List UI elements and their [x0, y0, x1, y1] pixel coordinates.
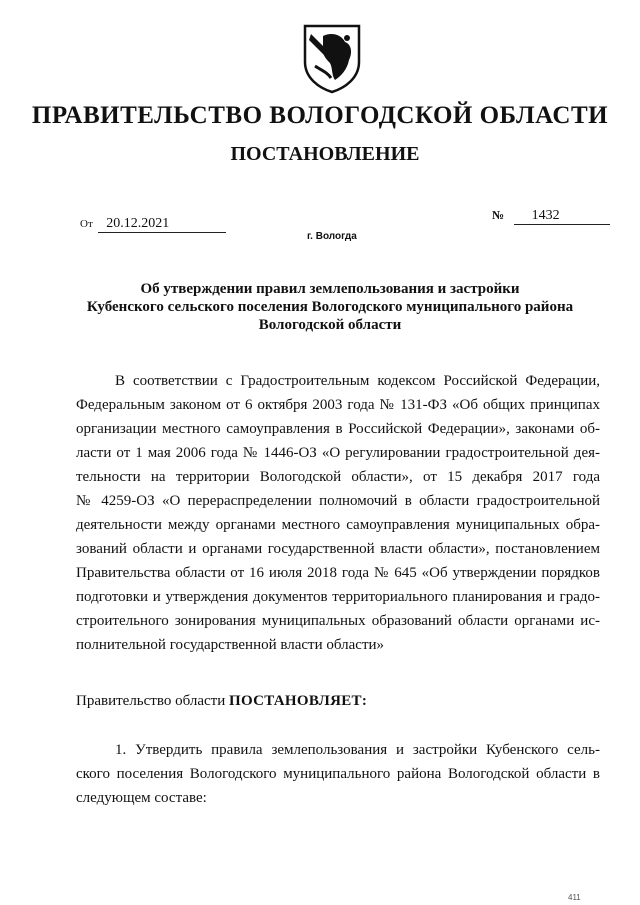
date-field	[80, 216, 226, 233]
heading-line: Кубенского сельского поселения Вологодского муниципального района	[86, 299, 574, 315]
text-line: полнительной государственной власти области»	[76, 637, 385, 653]
resolution-line	[76, 689, 367, 713]
text-line: следующем составе:	[76, 790, 207, 806]
text-line: ского поселения Вологодского муниципального района Вологодской области в	[76, 766, 600, 782]
text-line: организации местного самоуправления в Российской Федерации», законами об-	[76, 421, 600, 437]
text-line: деятельности между органами местного самоуправления муниципальных обра-	[76, 517, 600, 533]
resolution-subject: Правительство области	[76, 693, 226, 709]
number-prefix: №	[492, 208, 505, 222]
document-type: ПОСТАНОВЛЕНИЕ	[230, 143, 420, 165]
text-line: ласти от 1 мая 2006 года № 1446-ОЗ «О регулировании градостроительной дея-	[76, 445, 600, 461]
coat-of-arms-icon	[301, 22, 363, 94]
text-line: строительного зонирования муниципальных образований области органами ис-	[76, 613, 600, 629]
heading-line: Вологодской области	[258, 317, 402, 333]
document-heading	[60, 280, 600, 334]
date-prefix: От	[80, 218, 93, 230]
government-title: ПРАВИТЕЛЬСТВО ВОЛОГОДСКОЙ ОБЛАСТИ	[31, 102, 609, 129]
text-line: подготовки и утверждения документов территориального планирования и градо-	[76, 589, 600, 605]
page-footer-mark: 411	[568, 893, 581, 902]
preamble-paragraph	[76, 369, 600, 657]
resolution-verb: ПОСТАНОВЛЯЕТ:	[228, 693, 368, 709]
text-line: № 4259-ОЗ «О перераспределении полномочий в области градостроительной	[76, 493, 600, 509]
document-number: 1432	[514, 208, 610, 225]
text-line: зований области и органами государственной власти области», постановлением	[76, 541, 600, 557]
document-date: 20.12.2021	[98, 216, 226, 233]
heading-line: Об утверждении правил землепользования и застройки	[140, 281, 520, 297]
text-line: Федеральным законом от 6 октября 2003 года № 131-ФЗ «Об общих принципах	[76, 397, 600, 413]
text-line: 1. Утвердить правила землепользования и застройки Кубенского сель-	[115, 742, 600, 758]
clause-1-paragraph	[76, 738, 600, 810]
text-line: В соответствии с Градостроительным кодексом Российской Федерации,	[115, 373, 600, 389]
number-field	[492, 208, 610, 225]
city-label: г. Вологда	[307, 231, 357, 242]
text-line: тельности на территории Вологодской области», от 15 декабря 2017 года	[76, 469, 600, 485]
text-line: Правительства области от 16 июля 2018 года № 645 «Об утверждении порядков	[76, 565, 600, 581]
